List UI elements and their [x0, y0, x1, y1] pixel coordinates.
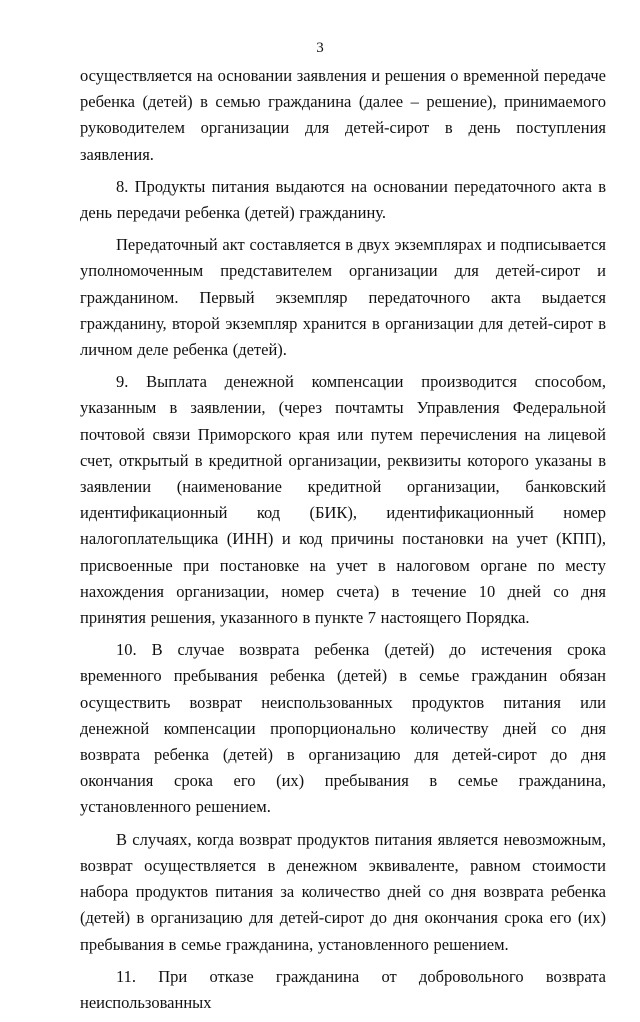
paragraph-transfer-act: Передаточный акт составляется в двух экземплярах и подписывается уполномоченным представителем организации для детей-сирот и гражданином. Первый экземпляр передаточного акта выдается гражданину, второй экземпляр хранится в организации для детей-сирот в личном деле ребенка (детей).: [80, 235, 606, 360]
paragraph-10: 10. В случае возврата ребенка (детей) до истечения срока временного пребывания ребенка (детей) в семье гражданин обязан осуществить возврат неиспользованных продуктов питания или денежной компенсации пропорционально количеству дней со дня возврата ребенка (детей) в организацию для детей-сирот до дня окончания срока его (их) пребывания в семье гражданина, установленного решением.: [80, 640, 606, 817]
paragraph-continuation: осуществляется на основании заявления и решения о временной передаче ребенка (детей) в семью гражданина (далее – решение), принимаемого руководителем организации для детей-сирот в день поступления заявления.: [80, 66, 606, 164]
paragraph-9: 9. Выплата денежной компенсации производится способом, указанным в заявлении, (через почтамты Управления Федеральной почтовой связи Приморского края или путем перечисления на лицевой счет, открытый в кредитной организации, реквизиты которого указаны в заявлении (наименование кредитной организации, банковский идентификационный код (БИК), идентификационный номер налогоплательщика (ИНН) и код причины постановки на учет (КПП), присвоенные при постановке на учет в налоговом органе по месту нахождения организации, номер счета) в течение 10 дней со дня принятия решения, указанного в пункте 7 настоящего Порядка.: [80, 372, 606, 628]
paragraph-11: 11. При отказе гражданина от добровольного возврата неиспользованных: [80, 966, 606, 1012]
paragraph-return-cases: В случаях, когда возврат продуктов питания является невозможным, возврат осуществляется в денежном эквиваленте, равном стоимости набора продуктов питания за количество дней со дня возврата ребенка (детей) в организацию для детей-сирот до дня окончания срока его (их) пребывания в семье гражданина, установленного решением.: [80, 829, 606, 954]
paragraph-8: 8. Продукты питания выдаются на основании передаточного акта в день передачи ребенка (детей) гражданину.: [80, 176, 606, 223]
document-body: [80, 63, 606, 1022]
page-number: 3: [316, 40, 324, 56]
